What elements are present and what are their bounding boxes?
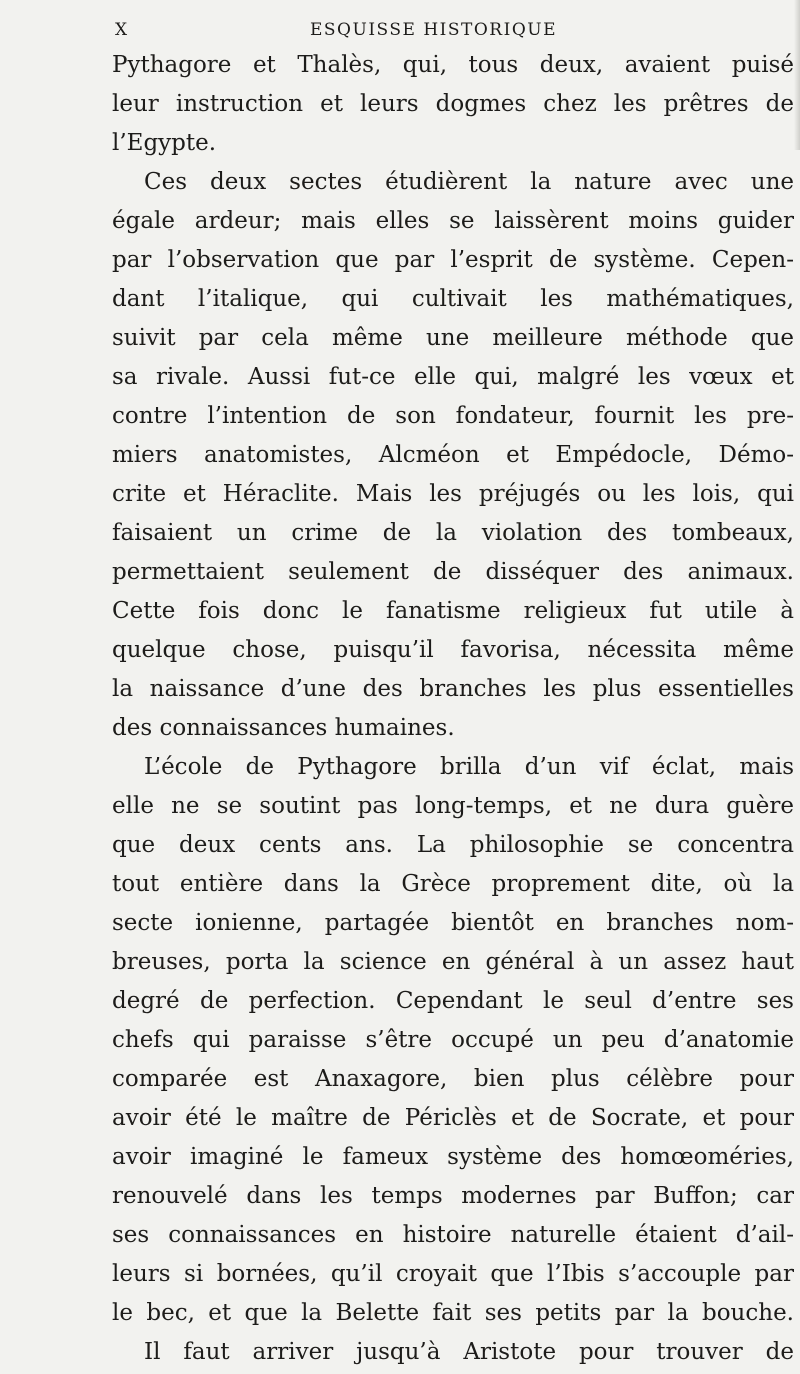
running-head: [0, 20, 800, 46]
text-line: leur instruction et leurs dogmes chez les prêtres de: [112, 91, 794, 117]
text-line: chefs qui paraisse s’être occupé un peu d’anatomie: [112, 1027, 794, 1053]
text-line: le bec, et que la Belette fait ses petits par la bouche.: [112, 1300, 794, 1326]
text-line: avoir imaginé le fameux système des homœoméries,: [112, 1144, 794, 1170]
text-line: contre l’intention de son fondateur, fournit les pre-: [112, 403, 794, 429]
text-line: des connaissances humaines.: [112, 715, 455, 741]
text-line: crite et Héraclite. Mais les préjugés ou les lois, qui: [112, 481, 794, 507]
text-line: L’école de Pythagore brilla d’un vif éclat, mais: [144, 754, 794, 780]
text-line: secte ionienne, partagée bientôt en branches nom-: [112, 910, 794, 936]
text-line: Il faut arriver jusqu’à Aristote pour trouver de: [144, 1339, 794, 1365]
page-number: X: [115, 20, 129, 40]
text-line: breuses, porta la science en général à un assez haut: [112, 949, 794, 975]
text-line: faisaient un crime de la violation des tombeaux,: [112, 520, 794, 546]
text-line: degré de perfection. Cependant le seul d’entre ses: [112, 988, 794, 1014]
text-line: Pythagore et Thalès, qui, tous deux, avaient puisé: [112, 52, 794, 78]
text-line: égale ardeur; mais elles se laissèrent moins guider: [112, 208, 794, 234]
text-line: renouvelé dans les temps modernes par Buffon; car: [112, 1183, 794, 1209]
text-line: suivit par cela même une meilleure méthode que: [112, 325, 794, 351]
running-title: ESQUISSE HISTORIQUE: [310, 20, 557, 40]
text-line: l’Egypte.: [112, 130, 217, 156]
text-line: permettaient seulement de disséquer des animaux.: [112, 559, 794, 585]
text-line: miers anatomistes, Alcméon et Empédocle, Démo-: [112, 442, 794, 468]
text-line: ses connaissances en histoire naturelle étaient d’ail-: [112, 1222, 794, 1248]
body-text: [112, 46, 794, 1372]
text-line: Ces deux sectes étudièrent la nature avec une: [144, 169, 794, 195]
text-line: la naissance d’une des branches les plus essentielles: [112, 676, 794, 702]
text-line: leurs si bornées, qu’il croyait que l’Ibis s’accouple par: [112, 1261, 794, 1287]
text-line: dant l’italique, qui cultivait les mathématiques,: [112, 286, 794, 312]
text-line: que deux cents ans. La philosophie se concentra: [112, 832, 794, 858]
text-line: quelque chose, puisqu’il favorisa, nécessita même: [112, 637, 794, 663]
text-line: comparée est Anaxagore, bien plus célèbre pour: [112, 1066, 794, 1092]
text-line: par l’observation que par l’esprit de système. Cepen-: [112, 247, 794, 273]
text-line: tout entière dans la Grèce proprement dite, où la: [112, 871, 794, 897]
text-line: sa rivale. Aussi fut-ce elle qui, malgré les vœux et: [112, 364, 794, 390]
text-line: Cette fois donc le fanatisme religieux fut utile à: [112, 598, 794, 624]
text-line: elle ne se soutint pas long-temps, et ne dura guère: [112, 793, 794, 819]
text-line: avoir été le maître de Périclès et de Socrate, et pour: [112, 1105, 794, 1131]
